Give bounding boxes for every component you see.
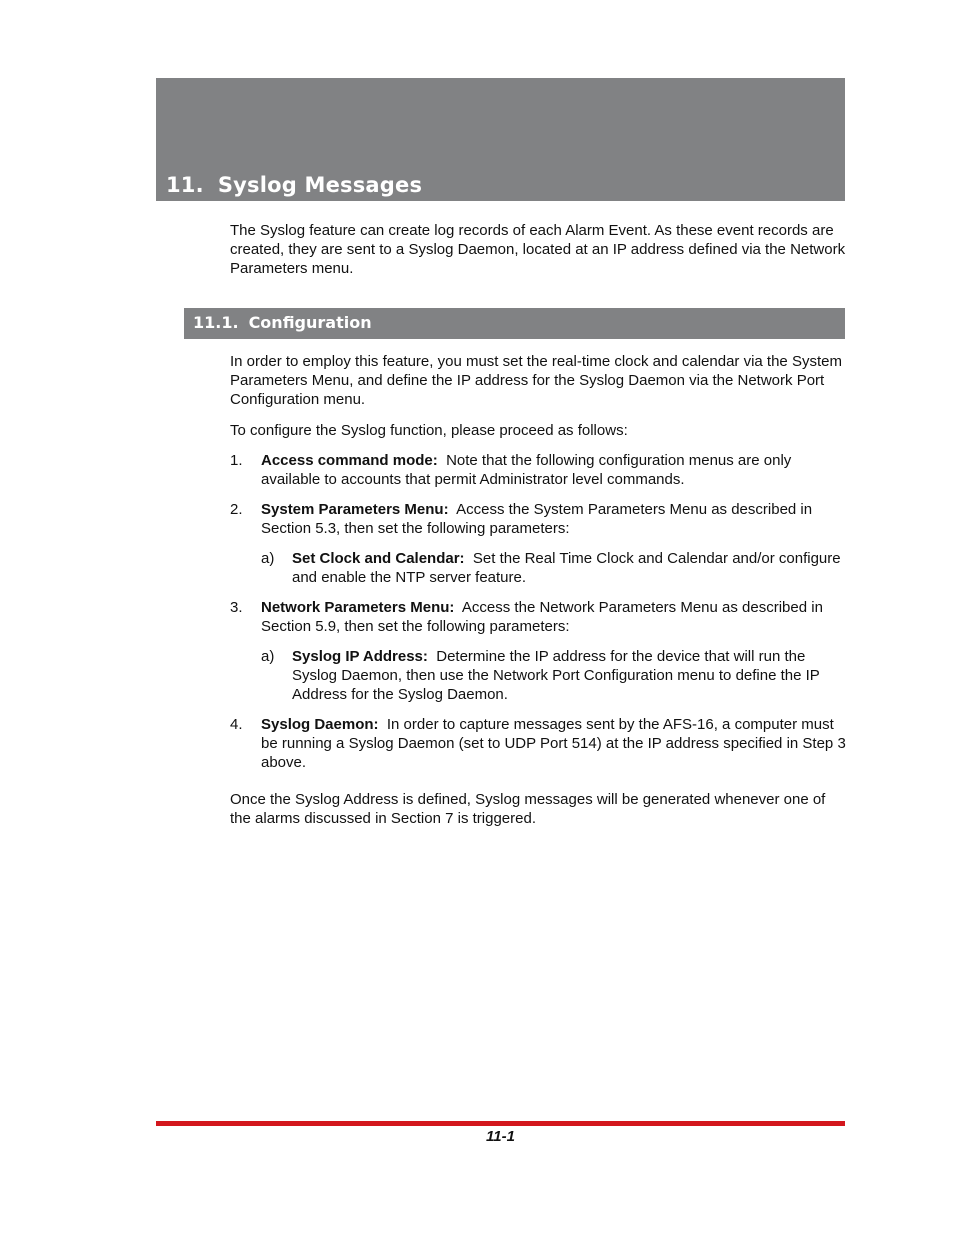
- substep-text: [292, 647, 846, 704]
- step-number: 3.: [230, 599, 243, 616]
- step-2: [230, 500, 846, 587]
- section-banner: [184, 308, 845, 339]
- step-text: [261, 451, 846, 489]
- substep-text: [292, 549, 846, 587]
- substep-label: Syslog IP Address:: [292, 648, 428, 665]
- step-number: 1.: [230, 452, 243, 469]
- footer-rule: [156, 1121, 845, 1126]
- step-1: [230, 451, 846, 489]
- step-3-substep-a: [261, 647, 846, 704]
- step-2-substep-a: [261, 549, 846, 587]
- substep-letter: a): [261, 550, 275, 567]
- section-title-text: Configuration: [248, 313, 372, 332]
- step-label: Network Parameters Menu:: [261, 599, 455, 616]
- chapter-banner: [156, 78, 845, 201]
- section-paragraph-1: In order to employ this feature, you must set the real-time clock and calendar via the System Parameters Menu, and define the IP address for the Syslog Daemon via the Network Port Configuration menu.: [230, 353, 842, 408]
- step-3: [230, 598, 846, 704]
- step-body: In order to capture messages sent by the AFS-16, a computer must be running a Syslog Daemon (set to UDP Port 514) at the IP address specified in Step 3 above.: [261, 716, 846, 771]
- section-paragraph-2: To configure the Syslog function, please proceed as follows:: [230, 422, 628, 439]
- closing-paragraph: Once the Syslog Address is defined, Syslog messages will be generated whenever one of the alarms discussed in Section 7 is triggered.: [230, 791, 826, 827]
- substep-label: Set Clock and Calendar:: [292, 550, 465, 567]
- intro-paragraph: The Syslog feature can create log records of each Alarm Event. As these event records are created, they are sent to a Syslog Daemon, located at an IP address defined via the Network Parameters menu.: [230, 222, 846, 277]
- step-text: [261, 500, 846, 538]
- substep-letter: a): [261, 648, 275, 665]
- chapter-intro: [230, 221, 846, 278]
- substep-body: Determine the IP address for the device that will run the Syslog Daemon, then use the Network Port Configuration menu to define the IP Address for the Syslog Daemon.: [292, 648, 820, 703]
- page-number: 11-1: [486, 1128, 515, 1145]
- step-body: Access the Network Parameters Menu as described in Section 5.9, then set the following parameters:: [261, 599, 823, 635]
- chapter-number: 11.: [166, 173, 204, 197]
- step-number: 2.: [230, 501, 243, 518]
- step-label: System Parameters Menu:: [261, 501, 449, 518]
- step-4: [230, 715, 846, 772]
- chapter-title: [166, 173, 422, 197]
- section-title: [193, 313, 372, 332]
- step-body: Note that the following configuration menus are only available to accounts that permit Administrator level commands.: [261, 452, 792, 488]
- substep-body: Set the Real Time Clock and Calendar and/or configure and enable the NTP server feature.: [292, 550, 841, 586]
- step-number: 4.: [230, 716, 243, 733]
- step-body: Access the System Parameters Menu as described in Section 5.3, then set the following parameters:: [261, 501, 813, 537]
- step-text: [261, 598, 846, 636]
- chapter-title-text: Syslog Messages: [217, 173, 423, 197]
- section-body: [230, 352, 846, 828]
- step-label: Access command mode:: [261, 452, 438, 469]
- section-number: 11.1.: [193, 313, 239, 332]
- step-label: Syslog Daemon:: [261, 716, 379, 733]
- step-text: [261, 715, 846, 772]
